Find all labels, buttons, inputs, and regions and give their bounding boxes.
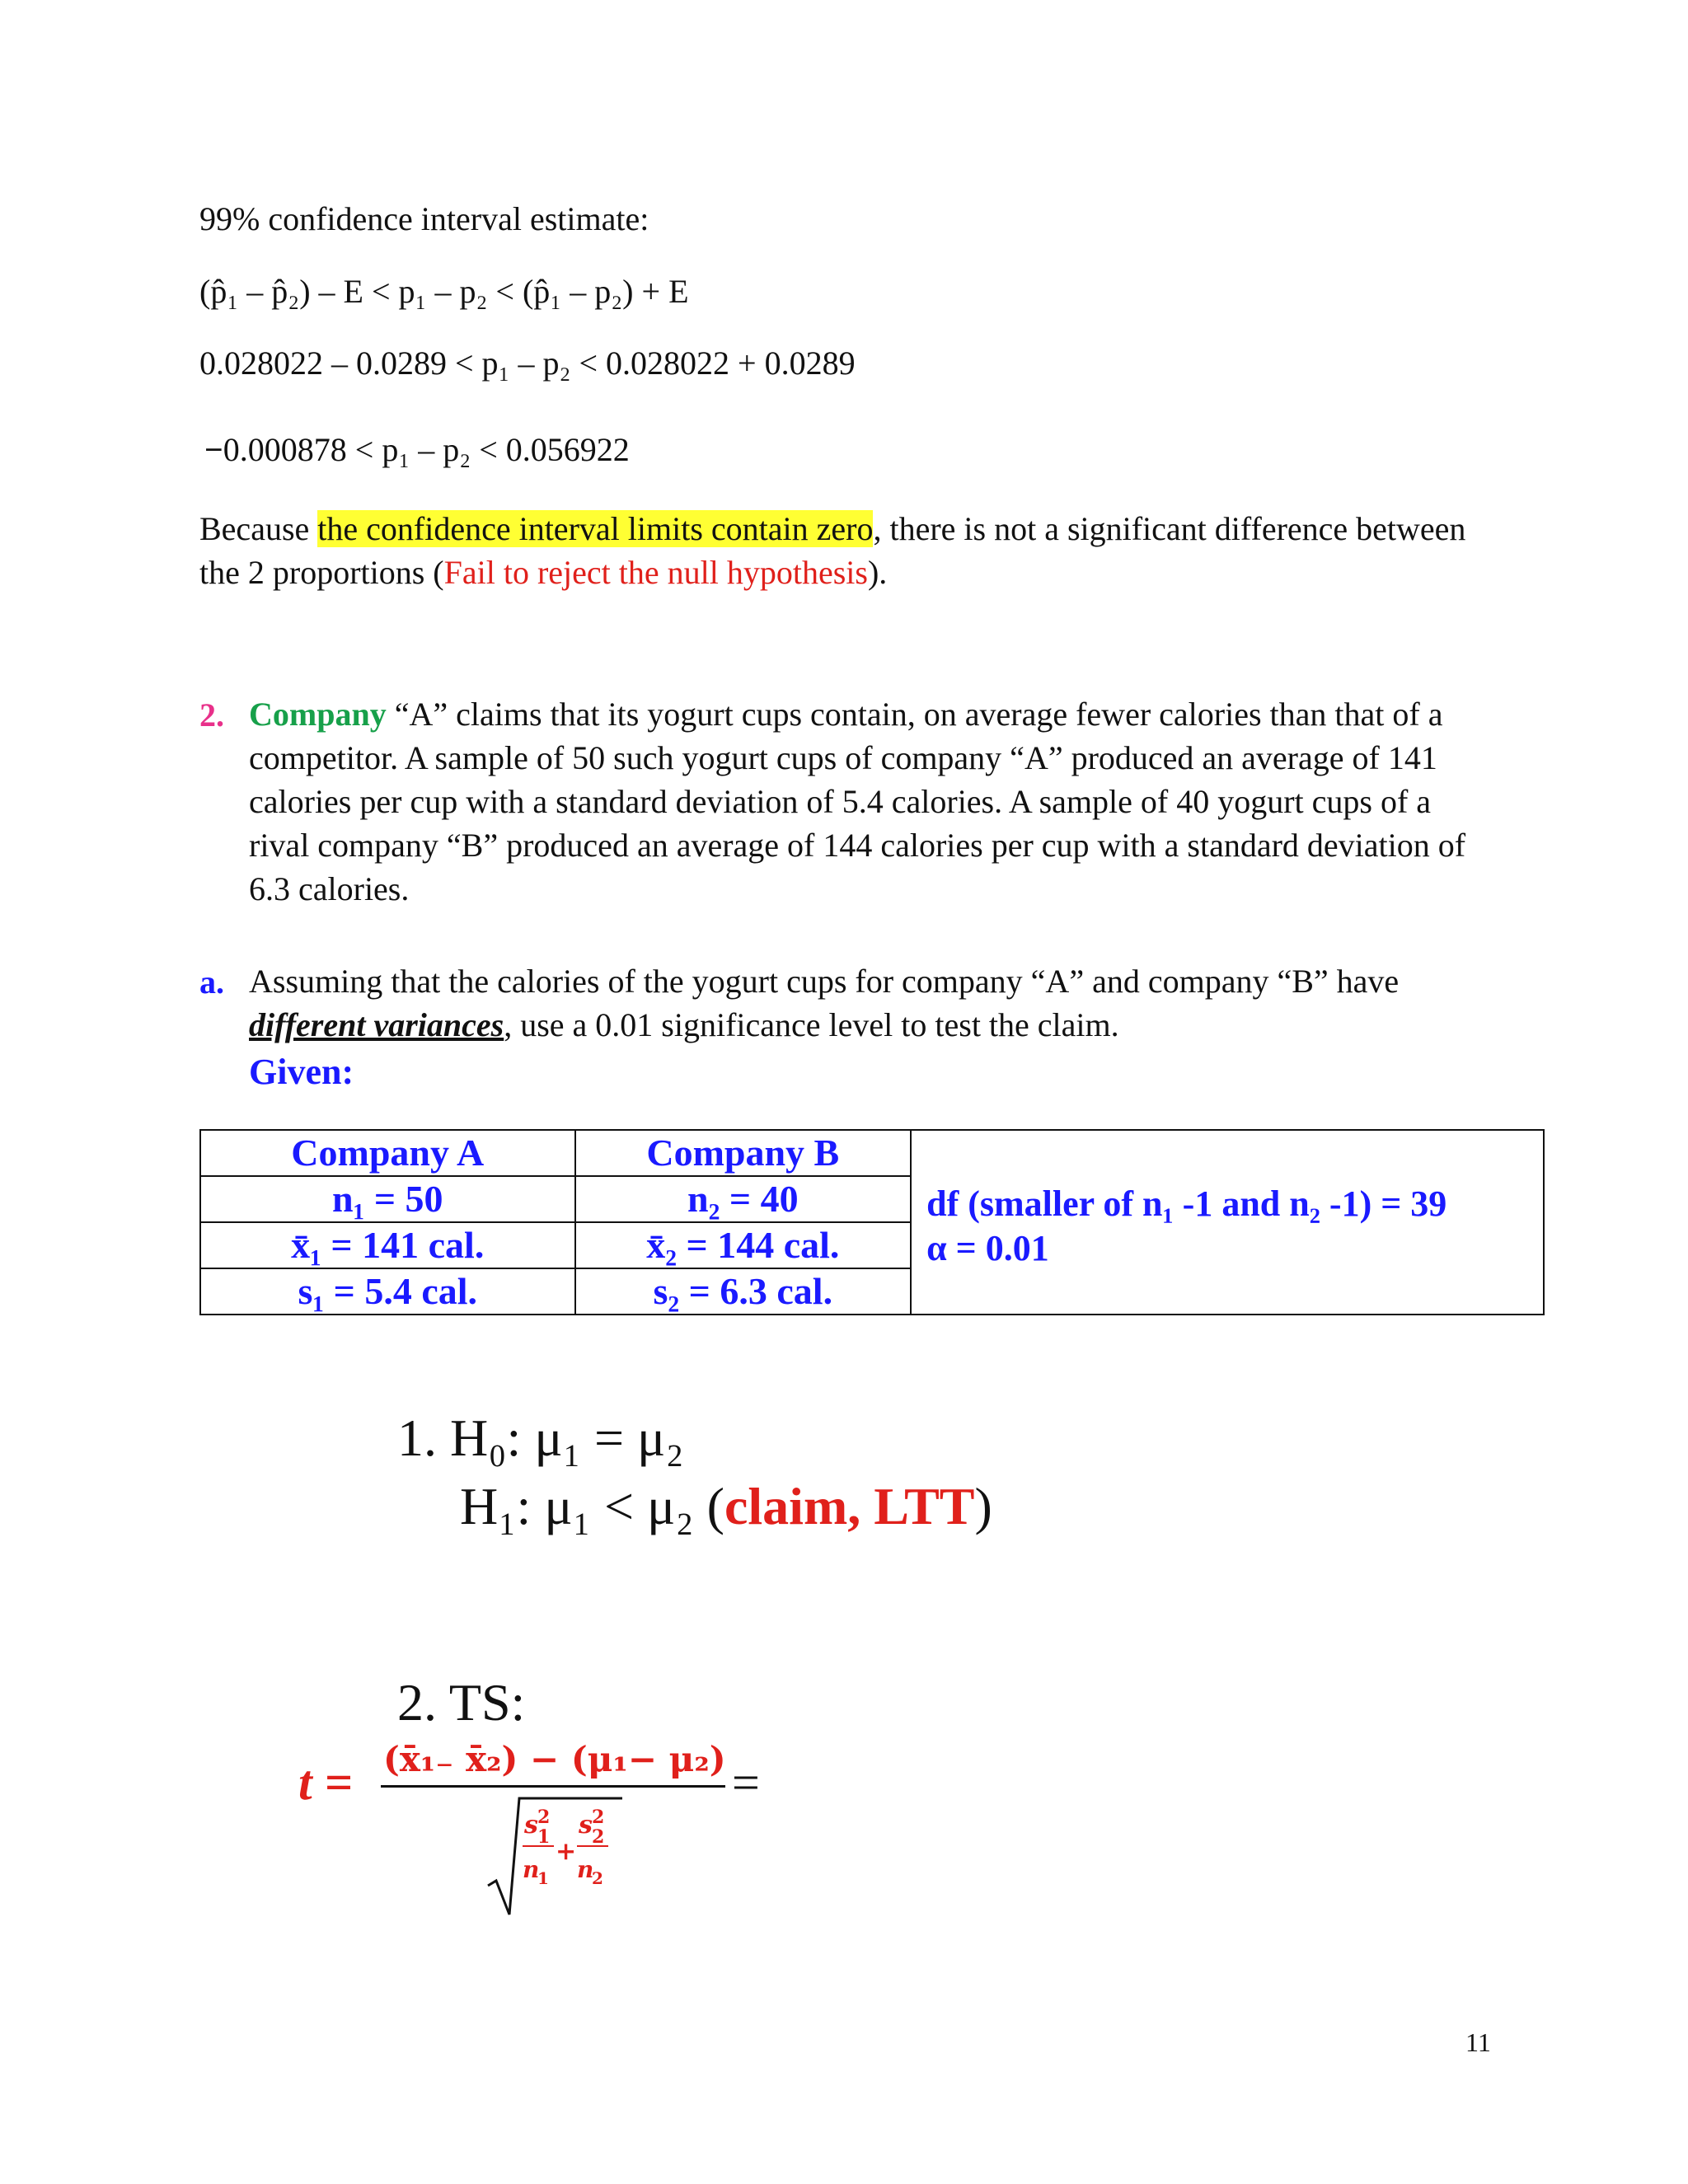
numerator: (x̄₁₋ x̄₂) − (μ₁− μ₂) [383,1739,726,1779]
s1-squared: s [524,1811,538,1840]
h1-close: ) [974,1477,992,1535]
company-word: Company [249,696,387,733]
df-alpha-cell [911,1130,1544,1315]
n1-denominator: n [523,1856,540,1883]
n2-denominator: n [577,1856,594,1883]
s2-cell: s₂ = 6.3 cal. [575,1268,912,1315]
xbar2-cell: x̄₂ = 144 cal. [575,1222,912,1268]
plus-sign: + [556,1837,577,1866]
h1-line [460,1475,992,1538]
t-variable: t = [298,1755,353,1810]
part-a-line2-rest: , use a 0.01 significance level to test the claim. [504,1006,1119,1043]
ci-result-text: 0.000878 < p₁ – p₂ < 0.056922 [223,431,630,468]
alpha-line: α = 0.01 [926,1228,1049,1268]
ci-conclusion [199,507,1551,594]
sqrt-denominator [486,1795,626,1919]
given-label: Given: [249,1052,354,1092]
s1-exponent: 2 [537,1807,551,1828]
table-row [200,1130,1544,1176]
company-b-header: Company B [575,1130,912,1176]
ci-formula: (p̂₁ – p̂₂) – E < p₁ – p₂ < (p̂₁ – p₂) + E [199,273,689,310]
ci-substituted: 0.028022 – 0.0289 < p₁ – p₂ < 0.028022 + 0.0289 [199,344,856,382]
conclusion-highlight: the confidence interval limits contain zero [317,510,874,547]
given-table [199,1129,1545,1315]
ts-label: 2. TS: [397,1673,526,1732]
conclusion-post: , there is not a significant difference between [873,510,1466,547]
conclusion-line2-pre: the 2 proportions ( [199,554,444,591]
minus-sign: − [204,431,223,468]
fraction-bar [381,1785,725,1788]
n1-subscript: 1 [537,1868,549,1888]
ci-heading: 99% confidence interval estimate: [199,200,649,237]
s1-cell: s₁ = 5.4 cal. [200,1268,575,1315]
s1-subscript: 1 [537,1826,551,1848]
s2-squared: s [579,1811,593,1840]
page-number: 11 [1465,2027,1491,2057]
fail-to-reject-text: Fail to reject the null hypothesis [443,554,868,591]
problem2-line4: rival company “B” produced an average of 144 calories per cup with a standard deviation of [249,827,1466,864]
part-a-line1: Assuming that the calories of the yogurt cups for company “A” and company “B” have [249,963,1400,1000]
equals-sign: = [732,1755,760,1810]
part-a-text [249,959,1568,1047]
xbar1-cell: x̄₁ = 141 cal. [200,1222,575,1268]
problem2-text [249,692,1568,911]
df-line: df (smaller of n₁ -1 and n₂ -1) = 39 [926,1183,1447,1224]
s2-subscript: 2 [592,1826,605,1848]
n2-subscript: 2 [592,1868,603,1888]
h1-text: H₁: μ₁ < μ₂ ( [460,1477,724,1535]
conclusion-pre: Because [199,510,318,547]
problem2-line2: competitor. A sample of 50 such yogurt cups of company “A” produced an average of 141 [249,739,1437,776]
problem2-line1: “A” claims that its yogurt cups contain, on average fewer calories than that of a [394,696,1443,733]
problem-number: 2. [199,696,224,733]
claim-ltt-text: claim, LTT [724,1477,975,1535]
problem2-line5: 6.3 calories. [249,870,410,907]
n1-cell: n₁ = 50 [200,1176,575,1222]
part-letter: a. [199,963,224,1001]
n2-cell: n₂ = 40 [575,1176,912,1222]
h0-line: 1. H₀: μ₁ = μ₂ [397,1408,684,1467]
different-variances-text: different variances [249,1006,504,1043]
problem2-line3: calories per cup with a standard deviation of 5.4 calories. A sample of 40 yogurt cups of a [249,783,1432,820]
company-a-header: Company A [200,1130,575,1176]
conclusion-line2-post: ). [867,554,888,591]
ci-result [204,430,630,470]
s2-exponent: 2 [592,1807,605,1828]
